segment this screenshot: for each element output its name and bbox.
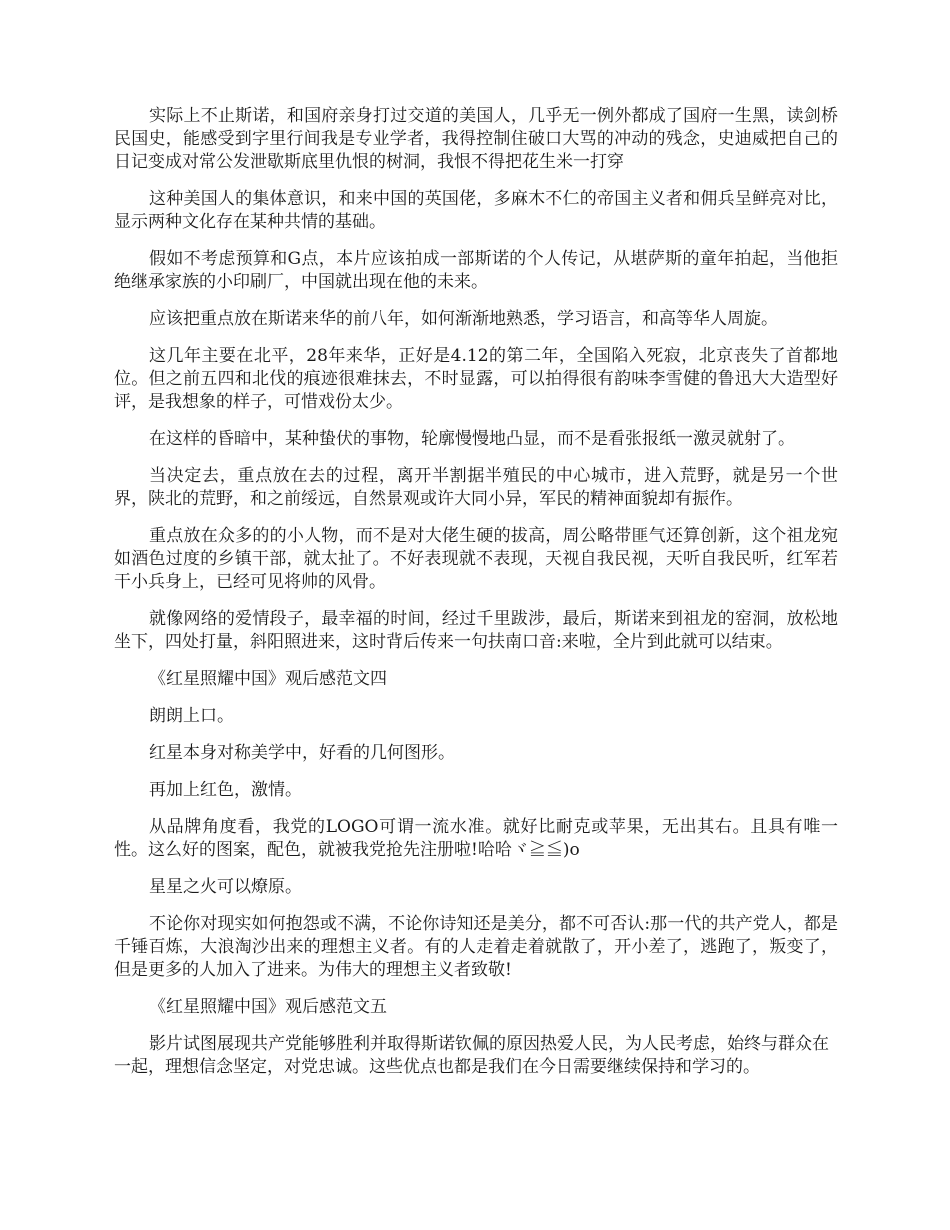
paragraph: 红星本身对称美学中，好看的几何图形。 xyxy=(149,743,455,763)
paragraph: 星星之火可以燎原。 xyxy=(149,877,302,897)
paragraph: 不论你对现实如何抱怨或不满，不论你诗知还是美分，都不可否认:那一代的共产党人，都是千锤百炼，大浪淘沙出来的理想主义者。有的人走着走着就散了，开小差了，逃跑了，叛变了，但是更多的人加入了进来。为伟大的理想主义者致敬! xyxy=(114,914,838,980)
paragraph: 影片试图展现共产党能够胜利并取得斯诺钦佩的原因热爱人民，为人民考虑，始终与群众在一起，理想信念坚定，对党忠诚。这些优点也都是我们在今日需要继续保持和学习的。 xyxy=(114,1034,829,1077)
paragraph: 实际上不止斯诺，和国府亲身打过交道的美国人，几乎无一例外都成了国府一生黑，读剑桥民国史，能感受到字里行间我是专业学者，我得控制住破口大骂的冲动的残念，史迪威把自己的日记变成对常公发泄歇斯底里仇恨的树洞，我恨不得把花生米一打穿 xyxy=(114,106,838,172)
section-title-5: 《红星照耀中国》观后感范文五 xyxy=(149,997,387,1017)
paragraph: 重点放在众多的的小人物，而不是对大佬生硬的拔高，周公略带匪气还算创新，这个祖龙宛如酒色过度的乡镇干部，就太扯了。不好表现就不表现，天视自我民视，天听自我民听，红军若干小兵身上，已经可见将帅的风骨。 xyxy=(114,526,838,592)
paragraph: 就像网络的爱情段子，最幸福的时间，经过千里跋涉，最后，斯诺来到祖龙的窑洞，放松地坐下，四处打量，斜阳照进来，这时背后传来一句扶南口音:来啦，全片到此就可以结束。 xyxy=(114,609,838,652)
paragraph: 再加上红色，激情。 xyxy=(149,780,302,800)
paragraph: 从品牌角度看，我党的LOGO可谓一流水准。就好比耐克或苹果，无出其右。且具有唯一性。这么好的图案，配色，就被我党抢先注册啦!哈哈ヾ≧≦)o xyxy=(114,817,838,860)
paragraph: 应该把重点放在斯诺来华的前八年，如何渐渐地熟悉，学习语言，和高等华人周旋。 xyxy=(149,309,778,329)
paragraph: 在这样的昏暗中，某种蛰伏的事物，轮廓慢慢地凸显，而不是看张报纸一激灵就射了。 xyxy=(149,429,795,449)
paragraph: 这种美国人的集体意识，和来中国的英国佬，多麻木不仁的帝国主义者和佣兵呈鲜亮对比，显示两种文化存在某种共情的基础。 xyxy=(114,189,838,232)
paragraph: 朗朗上口。 xyxy=(149,706,234,726)
paragraph: 当决定去，重点放在去的过程，离开半割据半殖民的中心城市，进入荒野，就是另一个世界，陕北的荒野，和之前绥远，自然景观或许大同小异，军民的精神面貌却有振作。 xyxy=(114,466,838,509)
paragraph: 这几年主要在北平，28年来华，正好是4.12的第二年，全国陷入死寂，北京丧失了首都地位。但之前五四和北伐的痕迹很难抹去，不时显露，可以拍得很有韵味李雪健的鲁迅大大造型好评，是我想象的样子，可惜戏份太少。 xyxy=(114,346,838,412)
document-body xyxy=(114,105,838,1093)
paragraph: 假如不考虑预算和G点，本片应该拍成一部斯诺的个人传记，从堪萨斯的童年拍起，当他拒绝继承家族的小印刷厂，中国就出现在他的未来。 xyxy=(114,249,838,292)
section-title-4: 《红星照耀中国》观后感范文四 xyxy=(149,669,387,689)
